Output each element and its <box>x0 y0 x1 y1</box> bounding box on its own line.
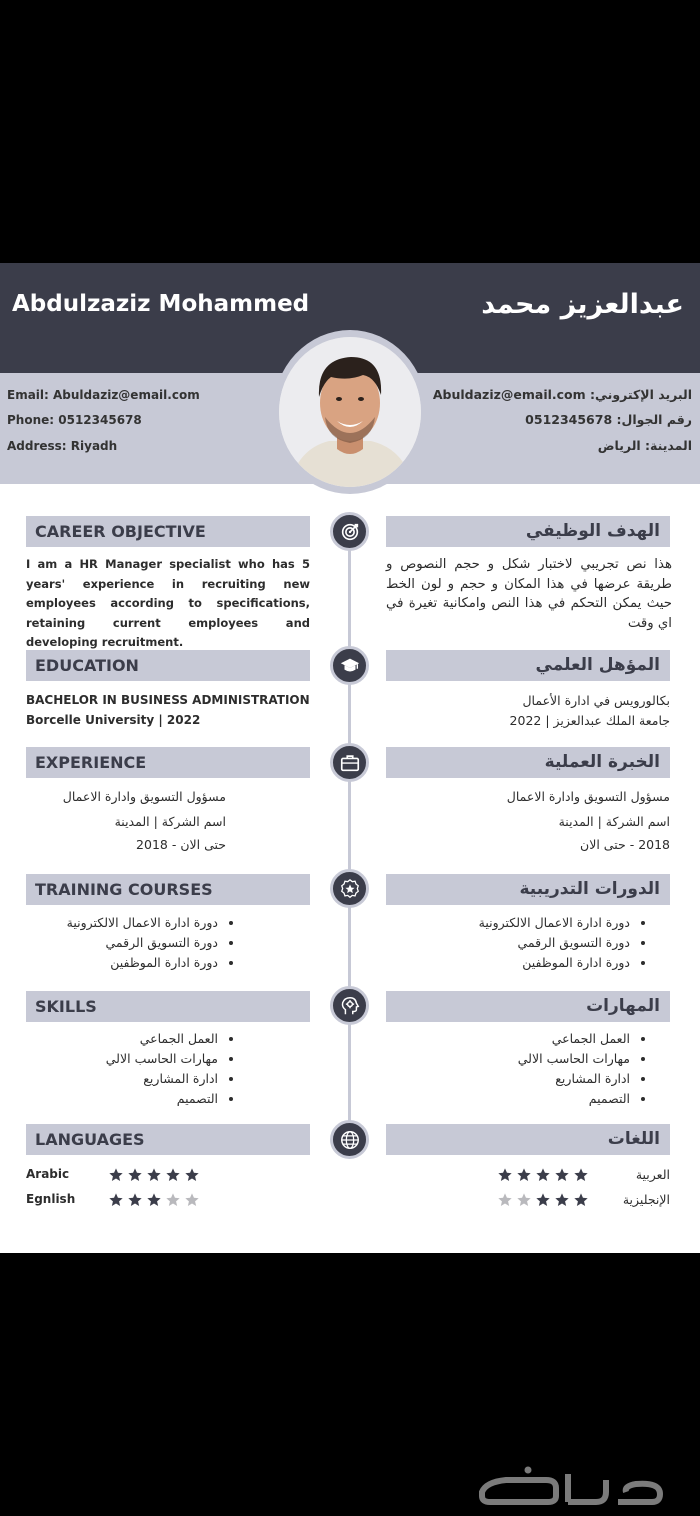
star-filled-icon <box>184 1167 200 1183</box>
email-en: Email: Abuldaziz@email.com <box>7 388 200 402</box>
star-filled-icon <box>165 1167 181 1183</box>
star-filled-icon <box>146 1192 162 1208</box>
education-heading-en: EDUCATION <box>26 650 310 681</box>
haraj-watermark-logo <box>476 1462 666 1512</box>
education-heading-ar: المؤهل العلمي <box>386 650 670 681</box>
degree-ar: بكالورويس في ادارة الأعمال <box>522 693 670 708</box>
career-text-ar: هذا نص تجريبي لاختبار شكل و حجم النصوص و طريقة عرضها في هذا المكان و حجم و لون الخط حيث يمكن التحكم في هذا النص وامكانية تغيرة في اي وقت <box>386 557 672 631</box>
head-gear-icon <box>330 986 369 1025</box>
phone-en: Phone: 0512345678 <box>7 413 142 427</box>
star-empty-icon <box>516 1192 532 1208</box>
language-name-en: Egnlish <box>26 1192 76 1206</box>
list-item: • دورة ادارة الاعمال الالكترونية <box>26 913 218 933</box>
career-heading-en: CAREER OBJECTIVE <box>26 516 310 547</box>
list-item: • العمل الجماعي <box>386 1029 630 1049</box>
rating-stars <box>108 1167 200 1183</box>
list-item: • التصميم <box>26 1089 218 1109</box>
list-item: • دورة التسويق الرقمي <box>26 933 218 953</box>
list-item: • ادارة المشاريع <box>386 1069 630 1089</box>
star-filled-icon <box>146 1167 162 1183</box>
star-filled-icon <box>127 1167 143 1183</box>
training-list-left <box>26 913 236 973</box>
star-filled-icon <box>535 1167 551 1183</box>
degree-en: BACHELOR IN BUSINESS ADMINISTRATION <box>26 693 310 707</box>
language-name-ar: الإنجليزية <box>622 1192 670 1207</box>
city-ar: المدينة: الرياض <box>597 438 692 453</box>
award-badge-icon <box>330 869 369 908</box>
timeline-line <box>348 531 351 1139</box>
list-item: • مهارات الحاسب الالي <box>26 1049 218 1069</box>
list-item: • التصميم <box>386 1089 630 1109</box>
training-list-right <box>386 913 648 973</box>
language-name-en: Arabic <box>26 1167 70 1181</box>
skills-heading-en: SKILLS <box>26 991 310 1022</box>
skills-list-right <box>386 1029 648 1109</box>
experience-company-right: اسم الشركة | المدينة <box>558 814 670 829</box>
career-text-en: I am a HR Manager specialist who has 5 years' experience in recruiting new employees according to specifications, retaining current employees and developing recruitment. <box>26 557 310 649</box>
target-icon <box>330 512 369 551</box>
email-ar: البريد الإكتروني: Abuldaziz@email.com <box>432 387 692 402</box>
experience-role-right: مسؤول التسويق وادارة الاعمال <box>506 789 670 804</box>
star-filled-icon <box>573 1192 589 1208</box>
name-arabic: عبدالعزيز محمد <box>481 289 684 320</box>
rating-stars <box>497 1167 589 1183</box>
star-empty-icon <box>184 1192 200 1208</box>
resume-page <box>0 263 700 1253</box>
language-name-ar: العربية <box>635 1167 670 1182</box>
star-filled-icon <box>554 1167 570 1183</box>
globe-icon <box>330 1120 369 1159</box>
experience-role-left: مسؤول التسويق وادارة الاعمال <box>62 789 226 804</box>
experience-heading-ar: الخبرة العملية <box>386 747 670 778</box>
experience-period-left: حتى الان - 2018 <box>136 837 226 852</box>
star-filled-icon <box>554 1192 570 1208</box>
star-filled-icon <box>573 1167 589 1183</box>
phone-ar: رقم الجوال: 0512345678 <box>525 412 692 427</box>
star-filled-icon <box>497 1167 513 1183</box>
star-filled-icon <box>535 1192 551 1208</box>
training-heading-en: TRAINING COURSES <box>26 874 310 905</box>
school-en: Borcelle University | 2022 <box>26 713 201 727</box>
star-filled-icon <box>127 1192 143 1208</box>
star-filled-icon <box>108 1167 124 1183</box>
graduation-cap-icon <box>330 646 369 685</box>
list-item: • دورة ادارة الموظفين <box>386 953 630 973</box>
list-item: • دورة ادارة الموظفين <box>26 953 218 973</box>
list-item: • دورة التسويق الرقمي <box>386 933 630 953</box>
list-item: • دورة ادارة الاعمال الالكترونية <box>386 913 630 933</box>
experience-heading-en: EXPERIENCE <box>26 747 310 778</box>
star-filled-icon <box>108 1192 124 1208</box>
skills-list-left <box>26 1029 236 1109</box>
briefcase-icon <box>330 743 369 782</box>
skills-heading-ar: المهارات <box>386 991 670 1022</box>
list-item: • العمل الجماعي <box>26 1029 218 1049</box>
name-english: Abdulzaziz Mohammed <box>12 291 310 317</box>
list-item: • مهارات الحاسب الالي <box>386 1049 630 1069</box>
rating-stars <box>108 1192 200 1208</box>
languages-heading-ar: اللغات <box>386 1124 670 1155</box>
career-heading-ar: الهدف الوظيفي <box>386 516 670 547</box>
star-empty-icon <box>165 1192 181 1208</box>
school-ar: جامعة الملك عبدالعزيز | 2022 <box>509 713 670 728</box>
experience-company-left: اسم الشركة | المدينة <box>114 814 226 829</box>
rating-stars <box>497 1192 589 1208</box>
list-item: • ادارة المشاريع <box>26 1069 218 1089</box>
experience-period-right: 2018 - حتى الان <box>580 837 670 852</box>
star-empty-icon <box>497 1192 513 1208</box>
training-heading-ar: الدورات التدريبية <box>386 874 670 905</box>
address-en: Address: Riyadh <box>7 439 118 453</box>
star-filled-icon <box>516 1167 532 1183</box>
profile-photo <box>279 337 421 487</box>
languages-heading-en: LANGUAGES <box>26 1124 310 1155</box>
